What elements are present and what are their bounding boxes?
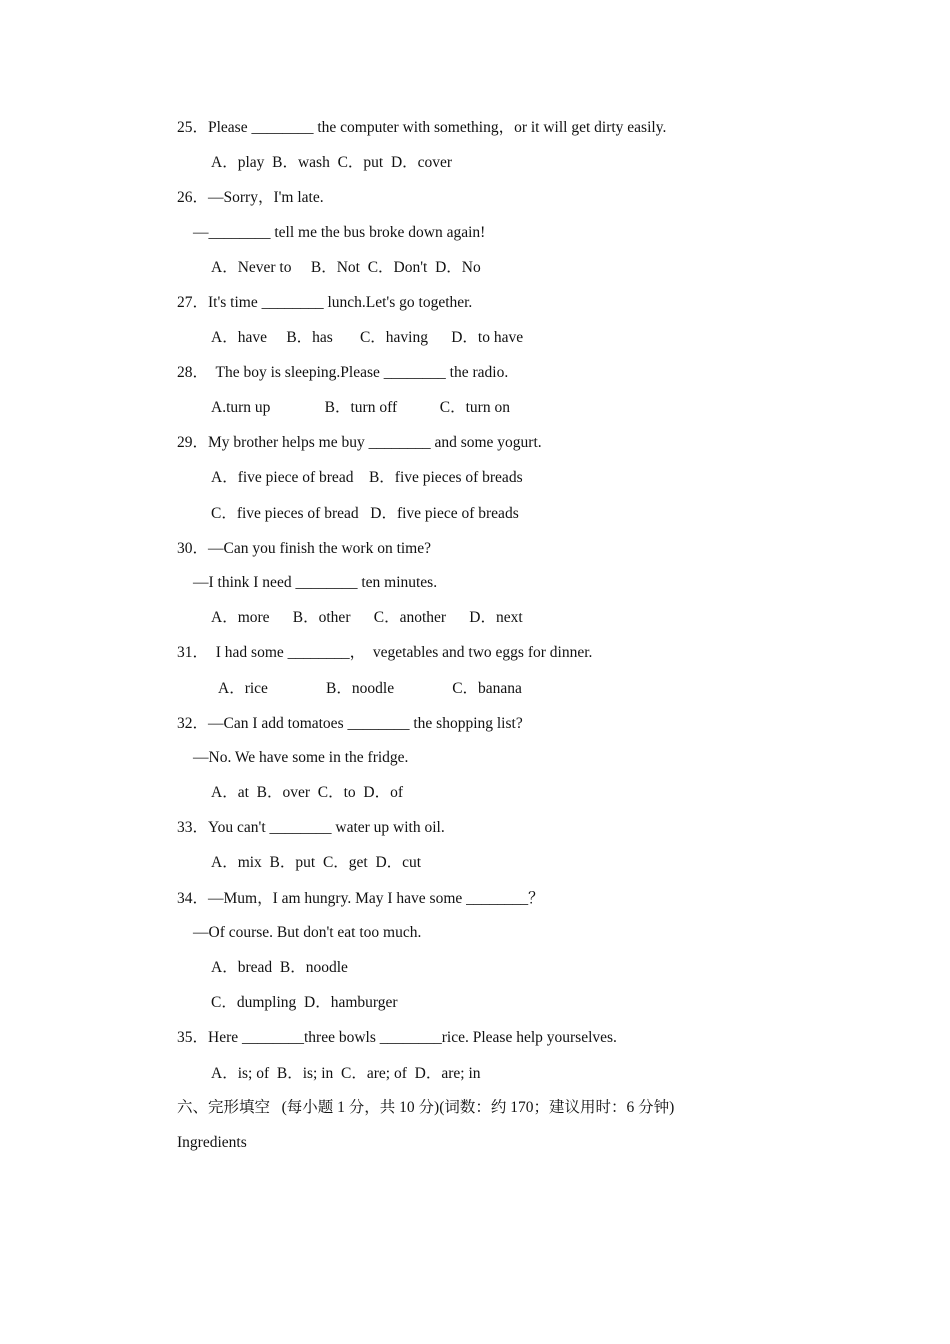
q29-stem: 29．My brother helps me buy ________ and some yogurt. bbox=[177, 434, 542, 451]
q33-stem: 33．You can't ________ water up with oil. bbox=[177, 819, 445, 836]
q28-stem: 28． The boy is sleeping.Please ________ the radio. bbox=[177, 364, 509, 381]
q32-reply: —No. We have some in the fridge. bbox=[193, 749, 409, 766]
q26-reply: —________ tell me the bus broke down again! bbox=[193, 224, 486, 241]
q32-options: A．at B．over C．to D．of bbox=[211, 784, 404, 801]
q29-options-cd: C．five pieces of bread D．five piece of breads bbox=[211, 505, 519, 522]
q29-options-ab: A．five piece of bread B．five pieces of breads bbox=[211, 469, 523, 486]
q35-options: A．is; of B．is; in C．are; of D．are; in bbox=[211, 1065, 481, 1082]
q34-reply: —Of course. But don't eat too much. bbox=[193, 924, 422, 941]
q31-options: A．rice B．noodle C．banana bbox=[218, 680, 522, 697]
q34-options-cd: C．dumpling D．hamburger bbox=[211, 994, 398, 1011]
q27-stem: 27．It's time ________ lunch.Let's go together. bbox=[177, 294, 473, 311]
q30-reply: —I think I need ________ ten minutes. bbox=[193, 574, 438, 591]
q31-stem: 31． I had some ________， vegetables and two eggs for dinner. bbox=[177, 644, 593, 661]
q34-stem: 34．—Mum，I am hungry. May I have some ________？ bbox=[177, 890, 544, 907]
q34-options-ab: A．bread B．noodle bbox=[211, 959, 348, 976]
q30-stem: 30．—Can you finish the work on time? bbox=[177, 540, 431, 557]
q35-stem: 35．Here ________three bowls ________rice. Please help yourselves. bbox=[177, 1029, 617, 1046]
q28-options: A.turn up B．turn off C．turn on bbox=[211, 399, 510, 416]
section-heading: 六、完形填空 (每小题 1 分，共 10 分)(词数：约 170；建议用时：6 分钟) bbox=[177, 1099, 675, 1116]
q32-stem: 32．—Can I add tomatoes ________ the shopping list? bbox=[177, 715, 523, 732]
q25-options: A．play B．wash C．put D．cover bbox=[211, 154, 453, 171]
q26-options: A．Never to B．Not C．Don't D．No bbox=[211, 259, 481, 276]
q27-options: A．have B．has C．having D．to have bbox=[211, 329, 524, 346]
passage-title: Ingredients bbox=[177, 1134, 247, 1151]
q33-options: A．mix B．put C．get D．cut bbox=[211, 854, 422, 871]
q26-stem: 26．—Sorry，I'm late. bbox=[177, 189, 324, 206]
q30-options: A．more B．other C．another D．next bbox=[211, 609, 523, 626]
q25-stem: 25．Please ________ the computer with something，or it will get dirty easily. bbox=[177, 119, 667, 136]
